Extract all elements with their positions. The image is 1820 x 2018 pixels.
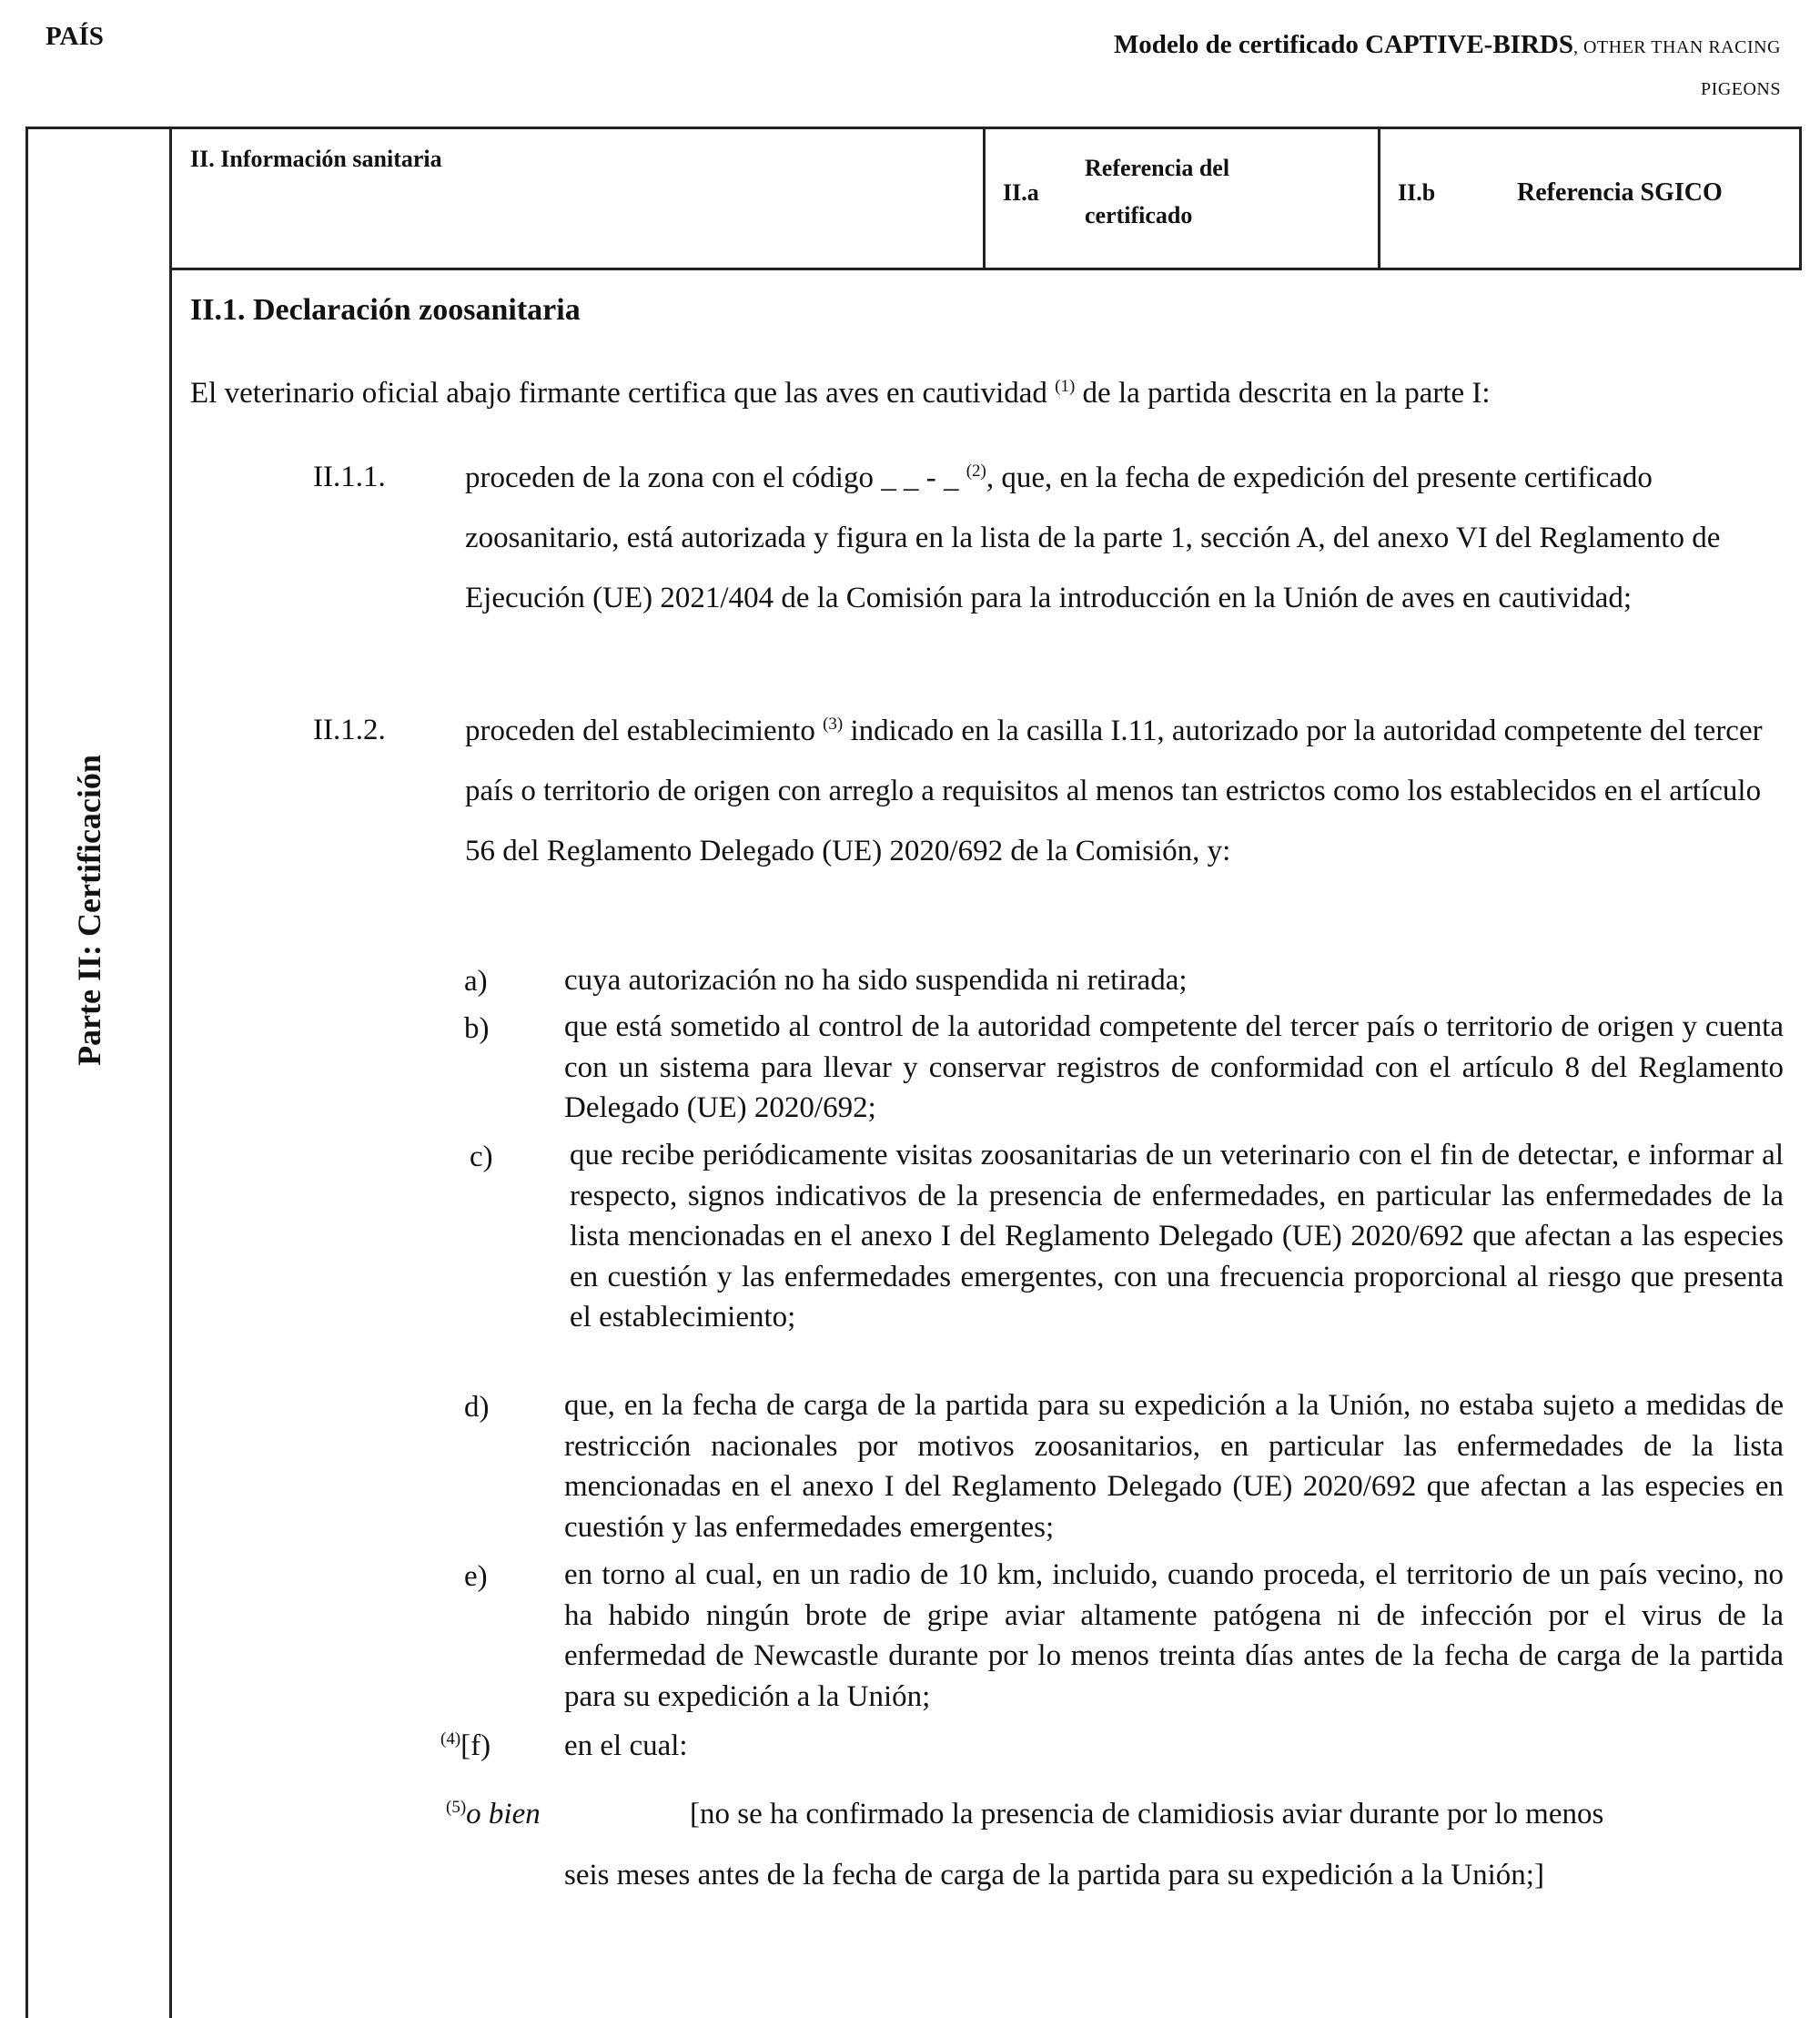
option-label-text: o bien (466, 1798, 541, 1830)
subitem-f-bracket-label: [f) (460, 1729, 491, 1762)
subitem-text-e: en torno al cual, en un radio de 10 km, incluido, cuando proceda, el territorio de un país vecino, no ha habido ningún brote de gripe aviar altamente patógena ni de infección por el virus de la enfermedad de Newcastle durante por lo menos treinta días antes de la fecha de carga de la partida para su expedición a la Unión; (564, 1558, 1784, 1713)
model-prefix: Modelo de certificado CAPTIVE-BIRDS (1113, 30, 1573, 59)
frame-left-line (25, 127, 28, 2018)
model-suffix-line1: , OTHER THAN RACING (1572, 37, 1781, 57)
subitem-label-b: b) (464, 1012, 490, 1045)
intro-text-a: El veterinario oficial abajo firmante certifica que las aves en cautividad (190, 377, 1056, 410)
item-number-ii-1-1: II.1.1. (313, 461, 386, 493)
ref-sgico-label: Referencia SGICO (1517, 178, 1723, 207)
header-divider-1 (983, 127, 986, 270)
option-text-line2: seis meses antes de la fecha de carga de la partida para su expedición a la Unión;] (564, 1859, 1544, 1891)
subitem-text-a: cuya autorización no ha sido suspendida ni retirada; (564, 964, 1188, 997)
part-ii-label-text: Parte II: Certificación (71, 755, 107, 1066)
footnote-ref-1: (1) (1055, 377, 1076, 396)
frame-inner-left-line (169, 127, 172, 2018)
subitem-label-c: c) (470, 1141, 493, 1173)
subitem-label-a: a) (464, 965, 488, 998)
section-intro (190, 377, 1491, 411)
item-2-text-a: proceden del establecimiento (465, 715, 824, 747)
item-text-ii-1-1 (465, 448, 1775, 628)
item-1-text-a: proceden de la zona con el código _ _ - _ (465, 461, 966, 494)
header-divider-2 (1378, 127, 1380, 270)
footnote-ref-4: (4) (440, 1729, 461, 1749)
frame-right-line (1799, 127, 1802, 270)
model-suffix-line2: PIGEONS (1701, 79, 1781, 99)
ref-cert-label (1085, 145, 1229, 239)
subitem-text-c: que recibe periódicamente visitas zoosanitarias de un veterinario con el fin de detectar, e informar al respecto, signos indicativos de la presencia de enfermedades, en particular las enfermedades de la lista mencionadas en el anexo I del Reglamento Delegado (UE) 2020/692 que afectan a las especies en cuestión y las enfermedades emergentes, con una frecuencia proporcional al riesgo que presenta el establecimiento; (570, 1139, 1784, 1334)
intro-text-b: de la partida descrita en la parte I: (1075, 377, 1491, 410)
subitem-label-f (440, 1729, 490, 1763)
frame-top-line (25, 127, 1802, 129)
option-text-line1: [no se ha confirmado la presencia de clamidiosis aviar durante por lo menos (690, 1798, 1604, 1830)
option-label (446, 1798, 541, 1831)
certificate-model-title (1114, 24, 1781, 110)
footnote-ref-5: (5) (446, 1798, 467, 1817)
item-number-ii-1-2: II.1.2. (313, 714, 386, 746)
ref-sgico-code: II.b (1398, 179, 1436, 206)
section-title: II.1. Declaración zoosanitaria (190, 293, 581, 327)
footnote-ref-3: (3) (823, 715, 844, 734)
header-row-bottom-line (169, 268, 1802, 270)
footnote-ref-2: (2) (966, 461, 986, 481)
item-1-text-b: , que, en la fecha de expedición del presente certificado zoosanitario, está autorizada y figura en la lista de la parte 1, sección A, del anexo VI del Reglamento de Ejecución (UE) 2021/404 de la Comisión para la introducción en la Unión de aves en cautividad; (465, 461, 1721, 614)
ref-cert-label-line2: certificado (1085, 202, 1193, 228)
health-info-cell: II. Información sanitaria (190, 146, 442, 172)
item-text-ii-1-2 (465, 701, 1785, 881)
subitem-label-d: d) (464, 1391, 490, 1424)
ref-cert-label-line1: Referencia del (1085, 155, 1230, 181)
subitem-text-b: que está sometido al control de la autoridad competente del tercer país o territorio de origen y cuenta con un sistema para llevar y conservar registros de conformidad con el artículo 8 del Reglamento Delegado (UE) 2020/692; (564, 1010, 1784, 1124)
subitem-text-f: en el cual: (564, 1729, 688, 1762)
ref-cert-code: II.a (1003, 179, 1039, 206)
subitem-label-e: e) (464, 1560, 488, 1593)
subitem-text-d: que, en la fecha de carga de la partida para su expedición a la Unión, no estaba sujeto a medidas de restricción nacionales por motivos zoosanitarios, en particular las enfermedades de la lista mencionadas en el anexo I del Reglamento Delegado (UE) 2020/692 que afectan a las especies en cuestión y las enfermedades emergentes; (564, 1389, 1784, 1544)
item-2-text-b: indicado en la casilla I.11, autorizado por la autoridad competente del tercer país o territorio de origen con arreglo a requisitos al menos tan estrictos como los establecidos en el artículo 56 del Reglamento Delegado (UE) 2020/692 de la Comisión, y: (465, 715, 1763, 867)
country-label: PAÍS (46, 22, 104, 51)
